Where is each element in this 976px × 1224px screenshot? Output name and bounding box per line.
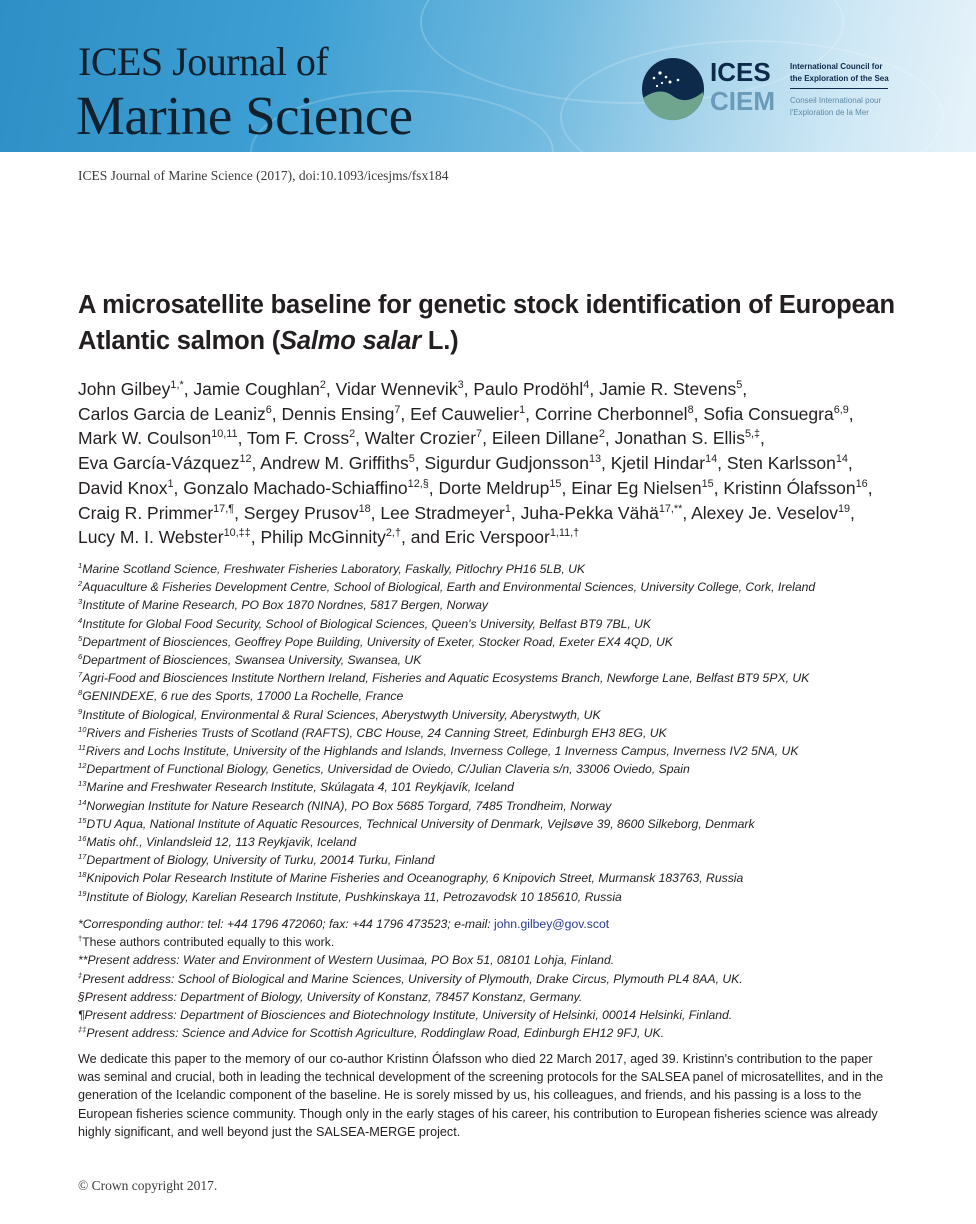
affiliation-text: Institute of Biology, Karelian Research Institute, Pushkinskaya 11, Petrozavodsk 10 185610, Russia [86, 889, 622, 904]
affiliation-number: 15 [78, 815, 87, 825]
author-name [723, 478, 867, 498]
author-name-text: Jamie R. Stevens [599, 379, 737, 399]
author-name-text: Lucy M. I. Webster [78, 527, 224, 548]
affiliation-item [78, 615, 958, 633]
author-name-text: Alexey Je. Veselov [691, 502, 838, 523]
present-address-note [78, 1024, 958, 1042]
author-separator: , [237, 428, 247, 449]
author-name-text: Einar Eg Nielsen [571, 477, 702, 498]
author-separator: , [250, 527, 261, 548]
author-name [78, 453, 252, 473]
affiliation-number: 16 [78, 833, 87, 843]
affiliation-number: 6 [78, 651, 83, 661]
affiliation-text: Department of Biosciences, Swansea University, Swansea, UK [82, 653, 422, 668]
author-name-text: Jonathan S. Ellis [614, 428, 745, 449]
author-separator: , [693, 403, 704, 424]
author-name-text: Tom F. Cross [247, 428, 350, 449]
article-title [78, 287, 918, 359]
author-name [615, 428, 760, 448]
affiliation-text: DTU Aqua, National Institute of Aquatic Resources, Technical University of Denmark, Vejlsøve 39, 8600 Silkeborg, Denmark [86, 816, 755, 831]
author-name-text: Paulo Prodöhl [473, 379, 584, 399]
author-affiliation-sup: 17,¶ [213, 502, 235, 515]
journal-name-line1: ICES Journal of [78, 39, 329, 84]
author-name-text: Eva García-Vázquez [78, 453, 240, 474]
author-name [445, 527, 579, 547]
author-name [492, 428, 605, 448]
author-separator: , [510, 502, 521, 523]
author-affiliation-sup: 14 [705, 453, 718, 466]
affiliation-item [78, 778, 958, 796]
affiliation-number: 17 [78, 852, 87, 862]
author-affiliation-sup: 2 [319, 379, 326, 392]
affiliation-list [78, 560, 958, 906]
author-affiliation-sup: 7 [394, 403, 401, 416]
affiliation-number: 10 [78, 724, 87, 734]
title-text: A microsatellite baseline for genetic stock identification of European Atlantic salmon ( [78, 291, 895, 355]
author-name-text: Eric Verspoor [444, 527, 550, 548]
author-separator: , [604, 428, 615, 449]
author-affiliation-sup: 7 [476, 428, 483, 441]
note-text: Present address: Department of Biology, University of Konstanz, 78457 Konstanz, Germany. [84, 989, 583, 1004]
affiliation-number: 14 [78, 797, 87, 807]
author-separator: , [561, 477, 572, 498]
note-mark: † [78, 934, 83, 944]
author-name [78, 428, 238, 448]
author-notes [78, 915, 958, 1042]
author-name-text: Sofia Consuegra [703, 403, 834, 424]
author-affiliation-sup: 2 [598, 428, 605, 441]
author-affiliation-sup: 5 [736, 379, 743, 392]
author-separator: , [682, 502, 692, 523]
author-affiliation-sup: 6,9 [833, 403, 849, 416]
author-name-text: John Gilbey [78, 379, 171, 399]
author-separator: , [414, 453, 425, 474]
affiliation-number: 12 [78, 761, 87, 771]
present-address-note [78, 988, 958, 1006]
note-text: These authors contributed equally to this work. [82, 935, 335, 950]
affiliation-text: Knipovich Polar Research Institute of Marine Fisheries and Oceanography, 6 Knipovich Street, Murmansk 183763, Russia [86, 871, 744, 886]
author-name-text: Eileen Dillane [491, 428, 599, 449]
affiliation-text: Norwegian Institute for Nature Research (NINA), PO Box 5685 Torgard, 7485 Trondheim, Norway [86, 798, 612, 813]
author-name-text: Carlos Garcia de Leaniz [78, 403, 266, 424]
article-citation: ICES Journal of Marine Science (2017), doi:10.1093/icesjms/fsx184 [78, 168, 449, 183]
author-affiliation-sup: 5 [408, 453, 415, 466]
note-text: Present address: Science and Advice for Scottish Agriculture, Roddinglaw Road, Edinburgh EH12 9FJ, UK. [86, 1026, 665, 1041]
present-address-note [78, 970, 958, 988]
author-name [410, 404, 525, 424]
author-name-text: Mark W. Coulson [78, 428, 212, 449]
author-affiliation-sup: 13 [588, 453, 601, 466]
affiliation-text: Aquaculture & Fisheries Development Centre, School of Biological, Earth and Environmental Sciences, University College, Cork, Ireland [82, 580, 816, 595]
affiliation-item [78, 797, 958, 815]
affiliation-item [78, 833, 958, 851]
author-separator: , [183, 379, 194, 399]
author-separator: , [428, 477, 439, 498]
author-affiliation-sup: 17,** [658, 502, 683, 515]
note-text: Present address: Department of Biosciences and Biotechnology Institute, University of Helsinki, 00014 Helsinki, Finland. [84, 1008, 733, 1023]
affiliation-number: 7 [78, 670, 83, 680]
affiliation-item [78, 742, 958, 760]
author-name [691, 503, 850, 523]
author-name [78, 379, 184, 399]
author-separator: , [713, 477, 724, 498]
author-separator: , [482, 428, 492, 449]
author-separator: , [355, 428, 365, 449]
affiliation-number: 3 [78, 597, 83, 607]
affiliation-text: Marine and Freshwater Research Institute, Skúlagata 4, 101 Reykjavík, Iceland [86, 780, 514, 795]
note-text: Present address: Water and Environment of Western Uusimaa, PO Box 51, 08101 Lohja, Finland. [87, 953, 615, 968]
note-mark: ‡‡ [78, 1025, 87, 1035]
affiliation-number: 1 [78, 560, 83, 570]
author-name [193, 379, 326, 399]
affiliation-number: 11 [78, 742, 86, 752]
author-list [78, 377, 938, 550]
author-separator: , [848, 403, 854, 424]
author-affiliation-sup: 19 [837, 502, 851, 515]
affiliation-text: Department of Functional Biology, Genetics, Universidad de Oviedo, C/Julian Claveria s/n, 33006 Oviedo, Spain [86, 762, 690, 777]
affiliation-number: 9 [78, 706, 83, 716]
affiliation-number: 18 [78, 870, 87, 880]
logo-french-line1: Conseil International pour [790, 96, 882, 105]
author-affiliation-sup: 14 [835, 453, 848, 466]
author-name-text: Sigurdur Gudjonsson [424, 453, 589, 474]
note-mark: ¶ [78, 1008, 85, 1023]
author-separator: , [760, 428, 765, 449]
affiliation-item [78, 888, 958, 906]
affiliation-text: Marine Scotland Science, Freshwater Fisheries Laboratory, Faskally, Pitlochry PH16 5LB, UK [82, 562, 586, 576]
author-affiliation-sup: 4 [583, 379, 590, 392]
author-name [260, 527, 401, 547]
author-affiliation-sup: 8 [687, 403, 694, 416]
present-address-note [78, 1006, 958, 1024]
author-separator: , [463, 379, 474, 399]
author-name [611, 453, 717, 473]
affiliation-number: 4 [78, 615, 83, 625]
author-name-text: Sten Karlsson [726, 453, 836, 474]
author-separator: , [234, 502, 244, 523]
author-name [78, 404, 272, 424]
affiliation-text: Matis ohf., Vinlandsleid 12, 113 Reykjavik, Iceland [86, 835, 357, 850]
author-separator: , [717, 453, 727, 474]
author-separator: , [370, 502, 381, 523]
note-text: Present address: School of Biological and Marine Sciences, University of Plymouth, Drake Circus, Plymouth PL4 8AA, UK. [82, 971, 743, 986]
author-separator: , [525, 403, 535, 424]
affiliation-item [78, 651, 958, 669]
author-name [244, 503, 371, 523]
author-affiliation-sup: 3 [457, 379, 464, 392]
affiliation-item [78, 815, 958, 833]
author-name [247, 428, 355, 448]
affiliation-text: Agri-Food and Biosciences Institute Northern Ireland, Fisheries and Aquatic Ecosystems Branch, Newforge Lane, Belfast BT9 5PX, UK [82, 671, 810, 686]
author-separator: , [847, 453, 853, 474]
affiliation-item [78, 596, 958, 614]
author-affiliation-sup: 6 [265, 403, 272, 416]
author-separator: , [867, 477, 873, 498]
author-affiliation-sup: 1 [504, 502, 511, 515]
affiliation-text: Institute of Biological, Environmental & Rural Sciences, Aberystwyth University, Aberystwyth, UK [82, 707, 601, 722]
affiliation-item [78, 669, 958, 687]
author-affiliation-sup: 10,11 [211, 428, 238, 441]
affiliation-item [78, 760, 958, 778]
ices-globe-icon [640, 56, 706, 122]
author-name [365, 428, 482, 448]
dedication-paragraph: We dedicate this paper to the memory of our co-author Kristinn Ólafsson who died 22 March 2017, aged 39. Kristinn's contribution to the paper was seminal and crucial, both in leading the technical development of the screening protocols for the SALSEA panel of microsatellites, and in the generation of the Icelandic component of the baseline. He is sorely missed by us, his colleagues, and friends, and his passing is a loss to the European fisheries science community. Though only in the early stages of his career, his contribution to European fisheries science was already highly significant, and well beyond just the SALSEA-MERGE project. [78, 1052, 884, 1139]
author-affiliation-sup: 16 [855, 477, 868, 490]
author-name-text: Juha-Pekka Vähä [520, 502, 659, 523]
author-name [78, 527, 251, 547]
affiliation-item [78, 706, 958, 724]
author-name-text: Corrine Cherbonnel [534, 403, 688, 424]
author-affiliation-sup: 1,11,† [549, 527, 580, 540]
author-name [473, 379, 589, 399]
author-name [571, 478, 713, 498]
logo-ices-text: ICES [710, 57, 771, 87]
author-separator: , and [400, 527, 445, 548]
author-affiliation-sup: 1 [167, 477, 174, 490]
author-name-text: Craig R. Primmer [78, 502, 214, 523]
author-name-text: Dorte Meldrup [438, 477, 550, 498]
author-name-text: Vidar Wennevik [335, 379, 458, 399]
author-separator: , [589, 379, 600, 399]
author-name [183, 478, 429, 498]
author-separator: , [173, 477, 184, 498]
author-affiliation-sup: 15 [549, 477, 562, 490]
author-name-text: Philip McGinnity [260, 527, 386, 548]
author-name [425, 453, 601, 473]
ices-logo[interactable] [640, 56, 900, 122]
corresponding-author-note [78, 915, 958, 933]
affiliation-text: Rivers and Fisheries Trusts of Scotland (RAFTS), CBC House, 24 Canning Street, Edinburgh EH3 8EG, UK [86, 725, 667, 740]
author-name-text: Eef Cauwelier [410, 403, 520, 424]
corresponding-author-text: *Corresponding author: tel: +44 1796 472060; fax: +44 1796 473523; e-mail: [78, 917, 495, 931]
logo-english-line2: the Exploration of the Sea [790, 74, 889, 83]
author-name [336, 379, 464, 399]
author-name-text: Sergey Prusov [243, 502, 359, 523]
logo-french-line2: l'Exploration de la Mer [790, 108, 869, 117]
equal-contribution-note [78, 933, 958, 951]
present-address-note [78, 951, 958, 969]
logo-english-line1: International Council for [790, 62, 883, 71]
author-name [727, 453, 848, 473]
author-name [439, 478, 562, 498]
author-name-text: Lee Stradmeyer [380, 502, 505, 523]
author-name [260, 453, 415, 473]
author-affiliation-sup: 10,‡‡ [223, 527, 251, 540]
author-affiliation-sup: 5,‡ [744, 428, 761, 441]
affiliation-text: Department of Biosciences, Geoffrey Pope Building, University of Exeter, Stocker Road, Exeter EX4 4QD, UK [82, 634, 673, 649]
author-affiliation-sup: 2 [349, 428, 356, 441]
author-name [78, 478, 174, 498]
author-name [599, 379, 742, 399]
journal-banner [0, 0, 976, 152]
affiliation-item [78, 687, 958, 705]
author-separator: , [251, 453, 261, 474]
author-name [380, 503, 511, 523]
copyright-notice: © Crown copyright 2017. [78, 1178, 218, 1193]
author-name-text: Jamie Coughlan [193, 379, 320, 399]
author-name-text: Andrew M. Griffiths [260, 453, 409, 474]
logo-ciem-text: CIEM [710, 86, 775, 116]
author-separator: , [742, 379, 748, 399]
affiliation-item [78, 724, 958, 742]
journal-name-line2: Marine Science [76, 85, 413, 146]
author-separator: , [400, 403, 411, 424]
author-affiliation-sup: 2,† [385, 527, 401, 540]
affiliation-number: 5 [78, 633, 83, 643]
author-name [703, 404, 848, 424]
author-separator: , [601, 453, 611, 474]
affiliation-item [78, 869, 958, 887]
author-affiliation-sup: 1,* [170, 379, 184, 392]
author-separator: , [325, 379, 336, 399]
author-affiliation-sup: 15 [701, 477, 714, 490]
author-name-text: Kjetil Hindar [610, 453, 706, 474]
affiliation-item [78, 578, 958, 596]
author-name-text: Walter Crozier [364, 428, 477, 449]
affiliation-text: Department of Biology, University of Turku, 20014 Turku, Finland [86, 853, 435, 868]
affiliation-text: Rivers and Lochs Institute, University of the Highlands and Islands, Inverness College, 1 Inverness Campus, Inverness IV2 5NA, UK [85, 744, 799, 759]
title-species: Salmo salar [280, 327, 422, 355]
author-separator: , [271, 403, 282, 424]
author-affiliation-sup: 1 [519, 403, 526, 416]
corresponding-email-link[interactable]: john.gilbey@gov.scot [494, 917, 610, 931]
affiliation-item [78, 633, 958, 651]
author-name [521, 503, 683, 523]
author-affiliation-sup: 12 [239, 453, 252, 466]
affiliation-number: 13 [78, 779, 87, 789]
affiliation-text: GENINDEXE, 6 rue des Sports, 17000 La Rochelle, France [82, 689, 404, 704]
affiliation-number: 2 [78, 579, 83, 589]
author-affiliation-sup: 12,§ [407, 477, 429, 490]
affiliation-text: Institute for Global Food Security, School of Biological Sciences, Queen's University, Belfast BT9 7BL, UK [82, 616, 652, 631]
note-mark: ** [78, 953, 88, 968]
affiliation-number: 8 [78, 688, 83, 698]
affiliation-text: Institute of Marine Research, PO Box 1870 Nordnes, 5817 Bergen, Norway [82, 598, 488, 613]
author-name [78, 503, 234, 523]
note-mark: ‡ [78, 970, 83, 980]
affiliation-number: 19 [78, 888, 87, 898]
note-mark: § [78, 989, 85, 1004]
author-separator: , [850, 502, 855, 523]
author-name [535, 404, 694, 424]
author-name-text: David Knox [78, 477, 168, 498]
author-name-text: Kristinn Ólafsson [723, 477, 856, 498]
logo-divider [790, 88, 888, 89]
author-name-text: Gonzalo Machado-Schiaffino [183, 477, 408, 498]
affiliation-item [78, 851, 958, 869]
title-text-end: L.) [421, 327, 459, 355]
author-name [282, 404, 401, 424]
author-name-text: Dennis Ensing [281, 403, 395, 424]
author-affiliation-sup: 18 [358, 502, 371, 515]
affiliation-item [78, 560, 958, 578]
